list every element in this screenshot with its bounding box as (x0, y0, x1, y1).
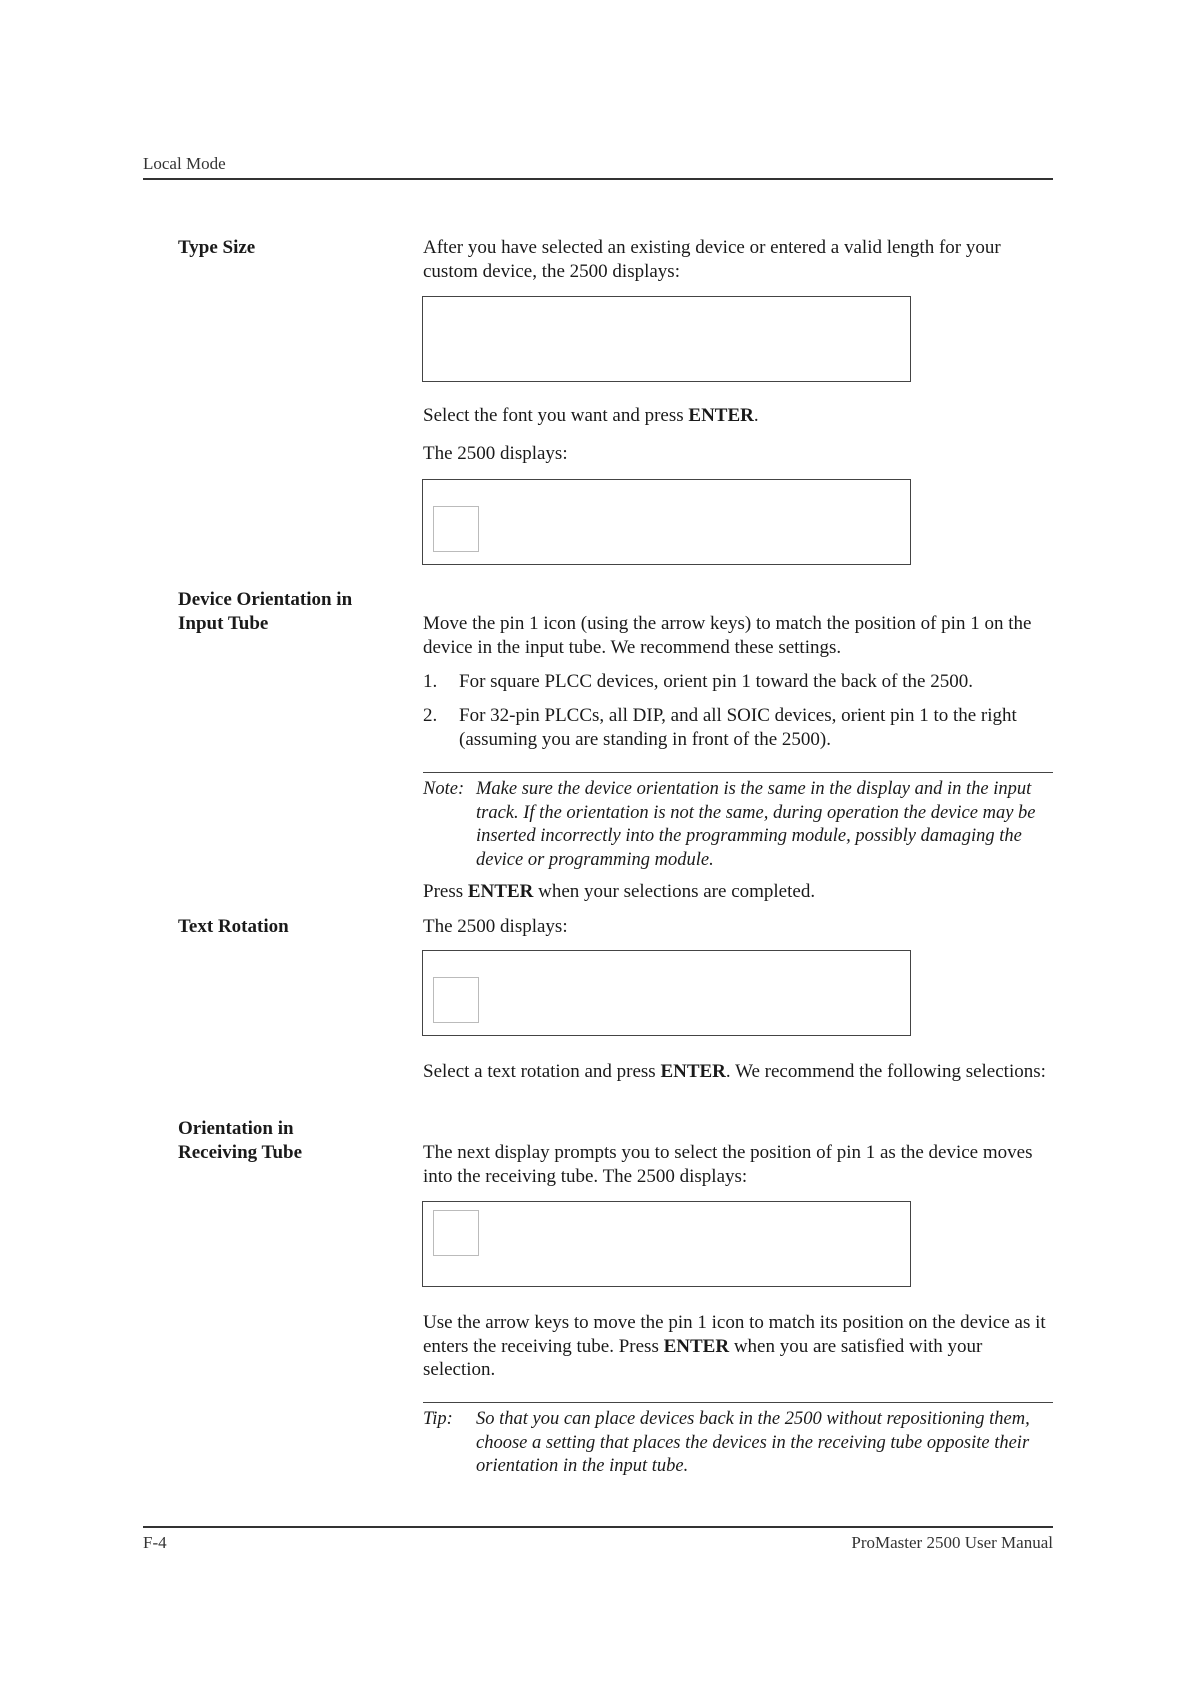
receiving-use-instruction (423, 1311, 1053, 1382)
note-rule (423, 772, 1053, 773)
running-header: Local Mode (143, 154, 226, 173)
type-size-select-instruction (423, 404, 1053, 428)
enter-key-label: ENTER (660, 1061, 726, 1082)
pin1-icon (433, 506, 479, 552)
press-enter-instruction (423, 880, 1053, 904)
instruction-suffix: when you are satisfied with your selection. (423, 1335, 983, 1380)
tip-label: Tip: (423, 1409, 453, 1429)
list-text: For 32-pin PLCCs, all DIP, and all SOIC devices, orient pin 1 to the right (assuming you are standing in front of the 2500). (459, 705, 1017, 750)
enter-key-label: ENTER (467, 881, 534, 902)
heading-device-orientation (178, 588, 352, 636)
heading-text-rotation: Text Rotation (178, 916, 289, 937)
display-box-font (422, 479, 911, 565)
instruction-suffix: when your selections are completed. (533, 881, 816, 902)
instruction-text: Use the arrow keys to move the pin 1 icon to match its position on the device as it enters the receiving tube. Press (423, 1312, 1046, 1357)
manual-title: ProMaster 2500 User Manual (851, 1533, 1053, 1552)
heading-line: Device Orientation in (178, 589, 353, 610)
instruction-text: Select a text rotation and press (423, 1061, 661, 1082)
enter-key-label: ENTER (688, 405, 754, 426)
display-box-receiving (422, 1201, 911, 1287)
heading-line: Input Tube (178, 613, 269, 634)
header-rule (143, 178, 1053, 180)
pin1-icon (433, 1210, 479, 1256)
heading-receiving-orientation (178, 1117, 302, 1165)
instruction-suffix: . We recommend the following selections: (725, 1061, 1046, 1082)
note-text: Make sure the device orientation is the same in the display and in the input track. If the orientation is not the same, during operation the device may be inserted incorrectly into the programming module, possibly damaging the device or programming module. (476, 779, 1036, 870)
list-text: For square PLCC devices, orient pin 1 toward the back of the 2500. (459, 671, 973, 692)
instruction-suffix: . (753, 405, 759, 426)
heading-type-size: Type Size (178, 237, 256, 258)
type-size-intro: After you have selected an existing device or entered a valid length for your custom device, the 2500 displays: (423, 237, 1001, 282)
tip-text: So that you can place devices back in the 2500 without repositioning them, choose a setting that places the devices in the receiving tube opposite their orientation in the input tube. (476, 1409, 1030, 1476)
receiving-orientation-intro: The next display prompts you to select the position of pin 1 as the device moves into the receiving tube. The 2500 displays: (423, 1142, 1033, 1187)
list-number: 1. (423, 671, 438, 692)
enter-key-label: ENTER (663, 1335, 730, 1357)
text-rotation-displays: The 2500 displays: (423, 916, 568, 937)
pin1-icon (433, 977, 479, 1023)
heading-line: Orientation in (178, 1118, 294, 1139)
display-box-text-rotation (422, 950, 911, 1036)
heading-line: Receiving Tube (178, 1142, 303, 1163)
type-size-displays: The 2500 displays: (423, 443, 568, 464)
page-number: F-4 (143, 1533, 167, 1552)
tip-rule (423, 1402, 1053, 1403)
instruction-text: Select the font you want and press (423, 405, 689, 426)
note-label: Note: (423, 779, 465, 799)
list-number: 2. (423, 705, 438, 726)
display-box-type-size (422, 296, 911, 382)
text-rotation-select-instruction (423, 1060, 1053, 1084)
footer-rule (143, 1526, 1053, 1528)
device-orientation-intro: Move the pin 1 icon (using the arrow keys) to match the position of pin 1 on the device in the input tube. We recommend these settings. (423, 613, 1032, 658)
instruction-text: Press (423, 881, 468, 902)
